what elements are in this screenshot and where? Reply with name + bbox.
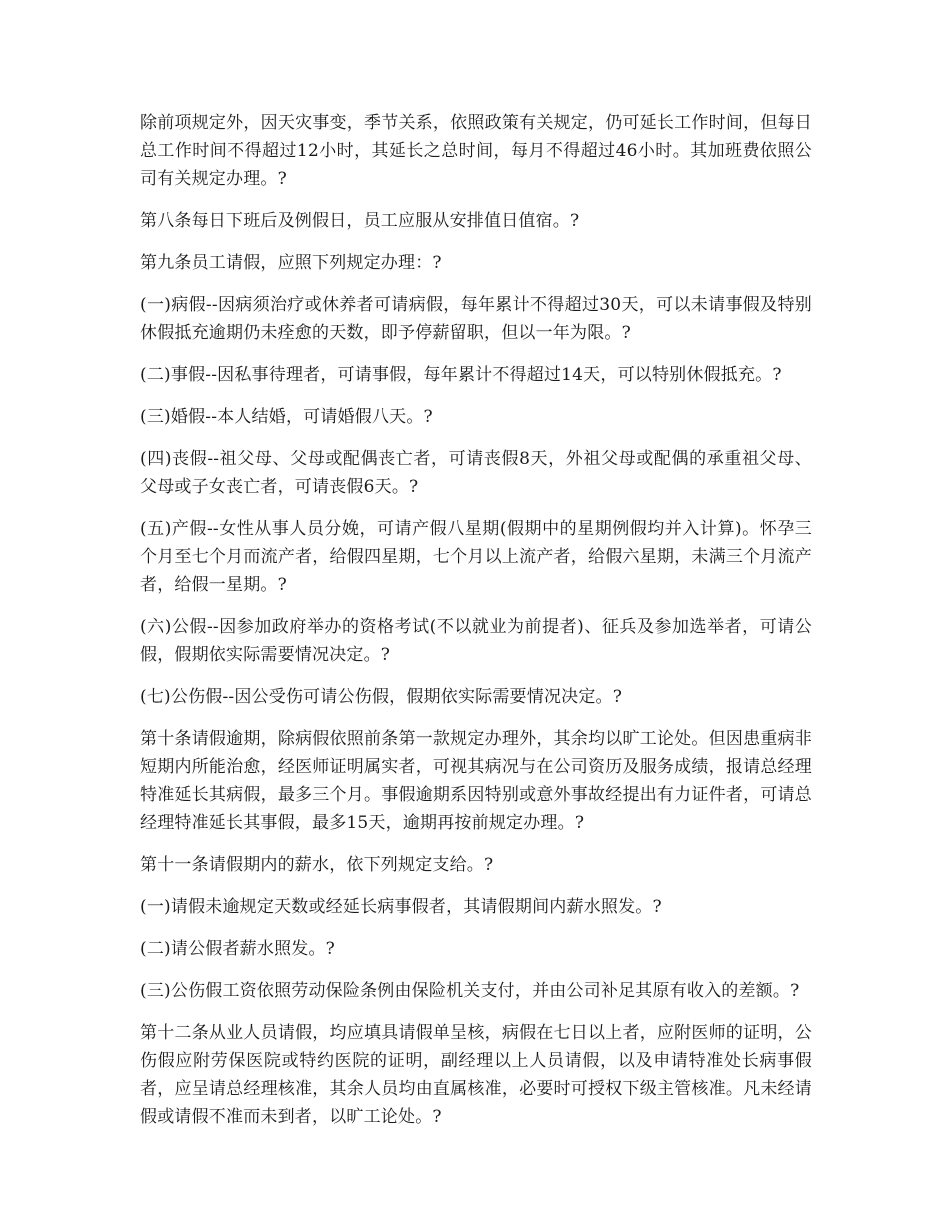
paragraph-article-11: 第十一条请假期内的薪水，依下列规定支给。? bbox=[140, 855, 494, 875]
paragraph-personal-leave: (二)事假--因私事待理者，可请事假，每年累计不得超过14天，可以特别休假抵充。? bbox=[140, 365, 782, 385]
paragraph-injury-leave: (七)公伤假--因公受伤可请公伤假，假期依实际需要情况决定。? bbox=[140, 687, 623, 707]
paragraph-article-8: 第八条每日下班后及例假日，员工应服从安排值日值宿。? bbox=[140, 211, 580, 231]
paragraph-pay-item-1: (一)请假未逾规定天数或经延长病事假者，其请假期间内薪水照发。? bbox=[140, 897, 662, 917]
paragraph-maternity-leave: (五)产假--女性从事人员分娩，可请产假八星期(假期中的星期例假均并入计算)。怀孕三个月至七个月而流产者，给假四星期，七个月以上流产者，给假六星期，未满三个月流产者，给假一星期。? bbox=[140, 519, 812, 595]
paragraph-sick-leave: (一)病假--因病须治疗或休养者可请病假，每年累计不得超过30天，可以未请事假及特别休假抵充逾期仍未痊愈的天数，即予停薪留职，但以一年为限。? bbox=[140, 295, 812, 343]
document-body bbox=[140, 109, 812, 1145]
paragraph-marriage-leave: (三)婚假--本人结婚，可请婚假八天。? bbox=[140, 407, 433, 427]
paragraph-article-12: 第十二条从业人员请假，均应填具请假单呈核，病假在七日以上者，应附医师的证明，公伤假应附劳保医院或特约医院的证明，副经理以上人员请假，以及申请特准处长病事假者，应呈请总经理核准，其余人员均由直属核准，必要时可授权下级主管核准。凡未经请假或请假不准而未到者，以旷工论处。? bbox=[140, 1023, 812, 1127]
paragraph-official-leave: (六)公假--因参加政府举办的资格考试(不以就业为前提者)、征兵及参加选举者，可请公假，假期依实际需要情况决定。? bbox=[140, 617, 812, 665]
paragraph-overtime-extension: 除前项规定外，因天灾事变，季节关系，依照政策有关规定，仍可延长工作时间，但每日总工作时间不得超过12小时，其延长之总时间，每月不得超过46小时。其加班费依照公司有关规定办理。? bbox=[140, 113, 812, 189]
paragraph-article-9: 第九条员工请假，应照下列规定办理：? bbox=[140, 253, 442, 273]
paragraph-funeral-leave: (四)丧假--祖父母、父母或配偶丧亡者，可请丧假8天，外祖父母或配偶的承重祖父母、父母或子女丧亡者，可请丧假6天。? bbox=[140, 449, 812, 497]
paragraph-pay-item-2: (二)请公假者薪水照发。? bbox=[140, 939, 335, 959]
paragraph-article-10: 第十条请假逾期，除病假依照前条第一款规定办理外，其余均以旷工论处。但因患重病非短期内所能治愈，经医师证明属实者，可视其病况与在公司资历及服务成绩，报请总经理特准延长其病假，最多三个月。事假逾期系因特别或意外事故经提出有力证件者，可请总经理特准延长其事假，最多15天，逾期再按前规定办理。? bbox=[140, 729, 812, 833]
paragraph-pay-item-3: (三)公伤假工资依照劳动保险条例由保险机关支付，并由公司补足其原有收入的差额。? bbox=[140, 981, 800, 1001]
